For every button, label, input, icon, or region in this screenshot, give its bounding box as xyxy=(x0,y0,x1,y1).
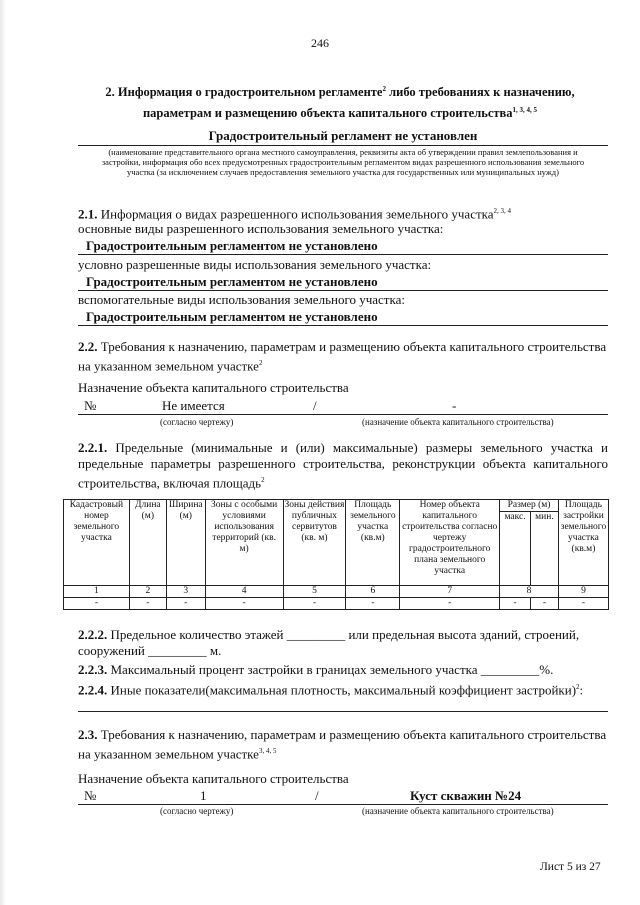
purpose-name-2: Куст скважин №24 xyxy=(410,788,522,803)
section-2-3-sup: 3, 4, 5 xyxy=(258,747,277,755)
title-sup1: 2 xyxy=(382,85,386,93)
section-2-2-3-num: 2.2.3. xyxy=(78,662,108,677)
table-cell: - xyxy=(129,598,166,610)
purpose-slash-1: / xyxy=(313,398,317,413)
th-max: макс. xyxy=(500,512,531,586)
sheet-number: Лист 5 из 27 xyxy=(540,861,601,873)
conditional-uses-label: условно разрешенные виды использования земельного участка: xyxy=(78,257,432,272)
purpose-label-1: Назначение объекта капитального строительства xyxy=(78,380,349,395)
purpose-no-2: № xyxy=(84,788,97,803)
title-line2: параметрам и размещению объекта капитального строительства xyxy=(142,106,513,121)
num-cell: 8 xyxy=(500,586,559,598)
section-2-2 xyxy=(78,339,608,374)
section-2-2-4-num: 2.2.4. xyxy=(78,682,108,698)
auxiliary-uses-value: Градостроительным регламентом не установлено xyxy=(78,309,608,326)
regulation-status: Градостроительный регламент не установлен xyxy=(208,128,478,143)
main-uses-label: основные виды разрешенного использования земельного участка: xyxy=(78,221,444,236)
title-sup2: 1, 3, 4, 5 xyxy=(512,106,538,115)
section-2-2-2-num: 2.2.2. xyxy=(78,627,108,642)
purpose-value-2: 1 xyxy=(200,788,207,803)
purpose-label-2: Назначение объекта капитального строительства xyxy=(78,771,349,786)
num-cell: 5 xyxy=(283,586,346,598)
th-width: Ширина (м) xyxy=(166,500,205,586)
table-header-row xyxy=(64,500,609,512)
main-uses-value: Градостроительным регламентом не установлено xyxy=(78,238,608,255)
scan-edge xyxy=(0,0,6,905)
conditional-uses-value: Градостроительным регламентом не установлено xyxy=(78,274,608,291)
section-2-1-num: 2.1. xyxy=(78,206,98,222)
section-2-3-text: Требования к назначению, параметрам и размещению объекта капитального строительства на указанном земельном участке xyxy=(78,727,607,762)
regulation-note: (наименование представительного органа местного самоуправления, реквизиты акта об утверждении правил землепользования и застройки, информация обо всех предусмотренных градостроительным регламентом видах разрешенного использования земельного участка (за исключением случаев предоставления земельного участка для государственных или муниципальных нужд) xyxy=(101,147,585,177)
table-cell: - xyxy=(205,598,283,610)
purpose-note-right-1: (назначение объекта капитального строительства) xyxy=(362,417,554,427)
section-2-3-num: 2.3. xyxy=(78,727,98,742)
section-2-2-3-text: Максимальный процент застройки в границах земельного участка _________%. xyxy=(107,662,554,677)
table-cell: - xyxy=(500,598,531,610)
divider xyxy=(78,145,608,146)
th-servitude-zones: Зоны действия публичных сервитутов (кв. м) xyxy=(283,500,346,586)
section-2-2-text: Требования к назначению, параметрам и размещению объекта капитального строительства на указанном земельном участке xyxy=(78,339,607,374)
purpose-no-1: № xyxy=(84,398,97,413)
page-number: 246 xyxy=(311,36,329,50)
purpose-note-left-1: (согласно чертежу) xyxy=(160,417,234,427)
section-2-2-1 xyxy=(78,440,608,491)
section-2-2-num: 2.2. xyxy=(78,339,98,354)
section-2-2-4-text: Иные показатели(максимальная плотность, максимальный коэффициент застройки) xyxy=(107,682,577,698)
section-2-1 xyxy=(78,203,608,222)
purpose-note-left-2: (согласно чертежу) xyxy=(160,806,234,816)
section-2-2-4-tail: : xyxy=(579,682,584,698)
section-2-2-1-sup: 2 xyxy=(261,476,265,484)
th-size: Размер (м) xyxy=(500,500,559,512)
purpose-slash-2: / xyxy=(315,788,319,803)
th-object-number: Номер объекта капитального строительства согласно чертежу градостроительного плана земельного участка xyxy=(400,500,500,586)
title-line1: 2. Информация о градостроительном регламенте xyxy=(105,85,383,100)
purpose-dash-1: - xyxy=(452,398,457,413)
section-2-2-2 xyxy=(78,627,608,659)
num-cell: 1 xyxy=(64,586,130,598)
section-2-2-4-sup: 2 xyxy=(576,683,580,691)
th-plot-area: Площадь земельного участка (кв.м) xyxy=(346,500,400,586)
table-cell: - xyxy=(558,598,608,610)
section-2-1-text: Информация о видах разрешенного использования земельного участка xyxy=(97,206,494,222)
th-cadastral: Кадастровый номер земельного участка xyxy=(64,500,130,586)
th-length: Длина (м) xyxy=(129,500,166,586)
section-2-1-sup: 2, 3, 4 xyxy=(493,207,512,215)
table-row xyxy=(64,598,609,610)
purpose-note-right-2: (назначение объекта капитального строительства) xyxy=(362,806,554,816)
purpose-line-1 xyxy=(78,414,608,415)
section-2-2-1-num: 2.2.1. xyxy=(78,440,108,455)
table-number-row xyxy=(64,586,609,598)
table-cell: - xyxy=(283,598,346,610)
section-2-2-2-text: Предельное количество этажей _________ или предельная высота зданий, строений, сооружений _________ м. xyxy=(78,627,580,658)
section-2-2-1-text: Предельные (минимальные и (или) максимальные) размеры земельного участка и предельные параметры разрешенного строительства, реконструкции объекта капитального строительства, включая площадь xyxy=(78,440,608,491)
num-cell: 3 xyxy=(166,586,205,598)
purpose-value-1: Не имеется xyxy=(162,398,225,413)
other-indicators-line xyxy=(78,711,608,712)
table-cell: - xyxy=(400,598,500,610)
table-cell: - xyxy=(346,598,400,610)
parameters-table xyxy=(63,499,609,610)
auxiliary-uses-label: вспомогательные виды использования земельного участка: xyxy=(78,292,405,307)
table-cell: - xyxy=(166,598,205,610)
section-2-2-sup: 2 xyxy=(258,359,263,367)
title-line1b: либо требованиях к назначению, xyxy=(385,85,575,100)
section-2-2-3 xyxy=(78,662,608,678)
section-title xyxy=(60,80,620,122)
th-special-zones: Зоны с особыми условиями использования территорий (кв. м) xyxy=(205,500,283,586)
section-2-3 xyxy=(78,727,608,762)
th-building-area: Площадь застройки земельного участка (кв.м) xyxy=(558,500,608,586)
num-cell: 2 xyxy=(129,586,166,598)
purpose-line-2 xyxy=(78,804,608,805)
num-cell: 9 xyxy=(558,586,608,598)
th-min: мин. xyxy=(531,512,559,586)
num-cell: 4 xyxy=(205,586,283,598)
table-cell: - xyxy=(531,598,559,610)
section-2-2-4 xyxy=(78,679,608,698)
num-cell: 6 xyxy=(346,586,400,598)
num-cell: 7 xyxy=(400,586,500,598)
table-cell: - xyxy=(64,598,130,610)
